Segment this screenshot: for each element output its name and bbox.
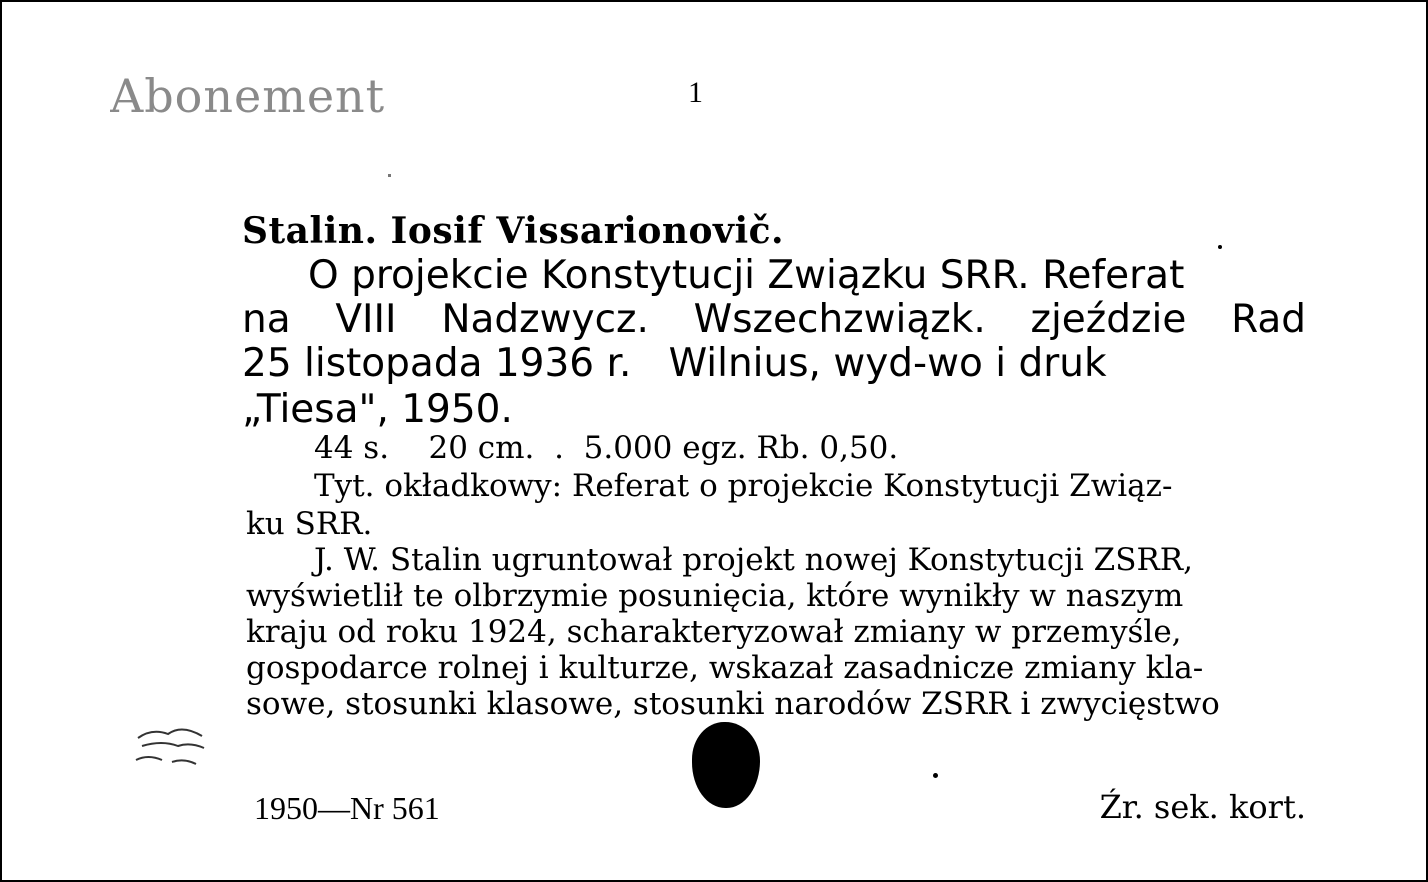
library-seal-mark xyxy=(132,720,210,770)
card-number: 1 xyxy=(688,76,703,109)
title-line: 25 listopada 1936 r. Wilnius, wyd-wo i druk xyxy=(242,341,1107,386)
author-heading: Stalin. Iosif Vissarionovič. xyxy=(242,210,785,252)
summary-line: sowe, stosunki klasowe, stosunki narodów ZSRR i zwycięstwo xyxy=(246,686,1220,722)
abonement-stamp: Abonement xyxy=(110,70,386,122)
punch-hole-blot xyxy=(692,722,760,808)
summary-line: wyświetlił te olbrzymie posunięcia, które wynikły w naszym xyxy=(246,578,1184,614)
cover-title-note: Tyt. okładkowy: Referat o projekcie Konstytucji Związ- xyxy=(314,468,1173,504)
ink-dot xyxy=(1218,245,1222,249)
ink-dot xyxy=(933,773,938,778)
source-note: Źr. sek. kort. xyxy=(1099,788,1306,826)
title-line: O projekcie Konstytucji Związku SRR. Referat xyxy=(308,253,1185,298)
summary-line: gospodarce rolnej i kulturze, wskazał zasadnicze zmiany kla- xyxy=(246,650,1204,686)
speck xyxy=(388,174,391,177)
physical-description: 44 s. 20 cm. . 5.000 egz. Rb. 0,50. xyxy=(314,430,899,466)
cover-title-note: ku SRR. xyxy=(246,506,373,542)
title-line: na VIII Nadzwycz. Wszechzwiązk. zjeździe Rad xyxy=(242,297,1306,342)
title-line: „Tiesa", 1950. xyxy=(242,387,513,432)
catalog-number: 1950—Nr 561 xyxy=(254,790,440,826)
summary-line: kraju od roku 1924, scharakteryzował zmiany w przemyśle, xyxy=(246,614,1182,650)
summary-line: J. W. Stalin ugruntował projekt nowej Konstytucji ZSRR, xyxy=(314,542,1193,578)
